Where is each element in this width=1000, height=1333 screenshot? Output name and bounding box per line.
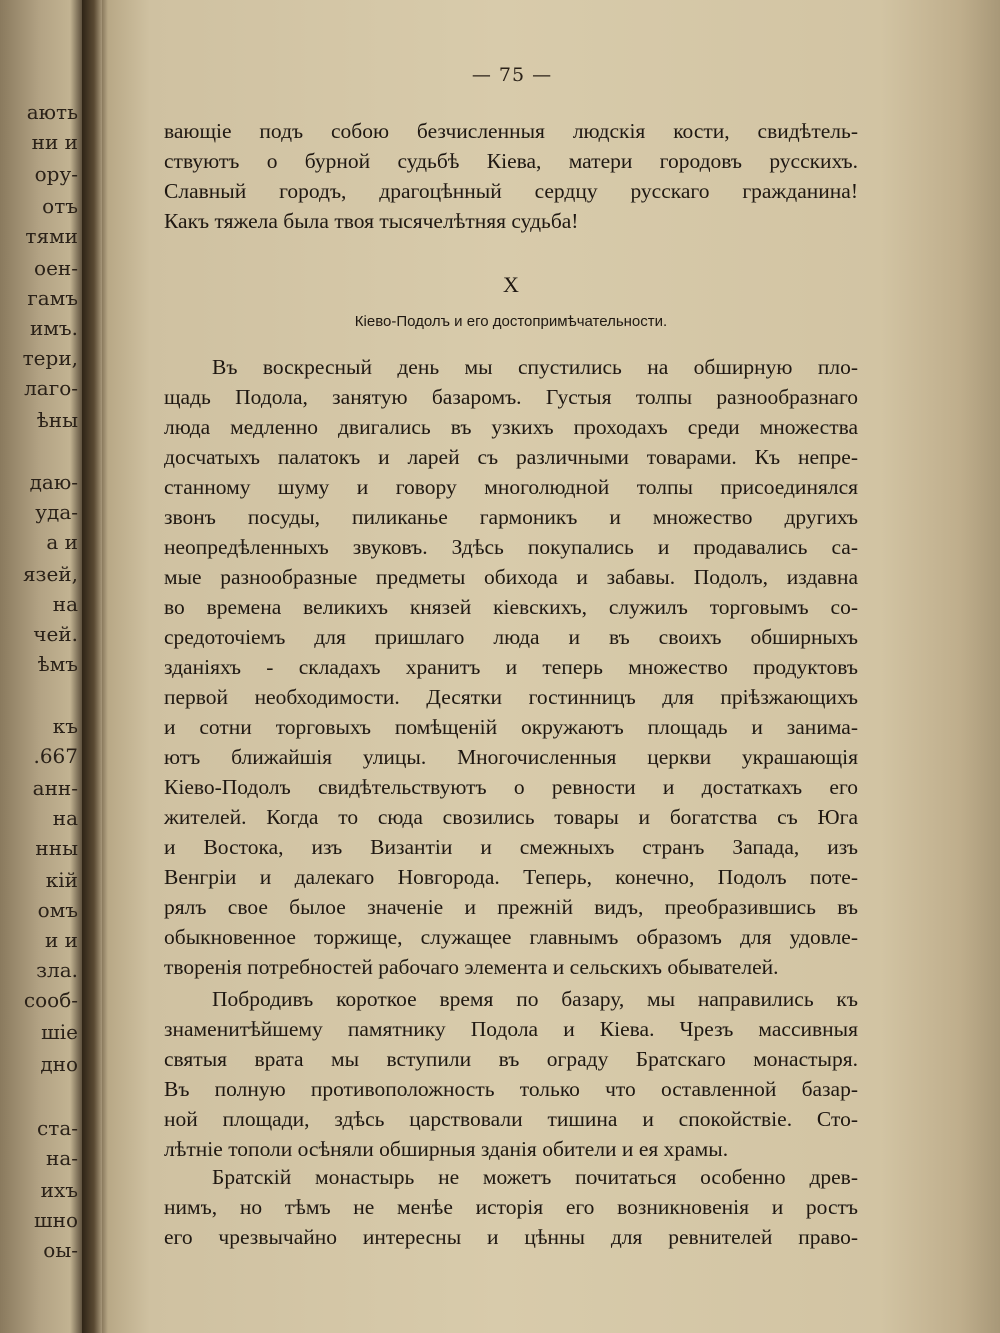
left-page-fragment: анн- [32,776,78,800]
left-page-edge [0,0,84,1333]
text-line: ной площади, здѣсь царствовали тишина и спокойствіе. Сто- [164,1107,858,1131]
left-page-fragment: ста- [37,1116,78,1140]
left-page-fragment: шіе [41,1020,78,1044]
left-page-fragment: отъ [42,194,78,218]
text-line: его чрезвычайно интересны и цѣнны для ревнителей право- [164,1225,858,1249]
text-line: щадь Подола, занятую базаромъ. Густыя толпы разнообразнаго [164,385,858,409]
text-line: досчатыхъ палатокъ и ларей съ различными товарами. Къ непре- [164,445,858,469]
text-line: Венгріи и далекаго Новгорода. Теперь, конечно, Подолъ поте- [164,865,858,889]
text-line: вающіе подъ собою безчисленныя людскія кости, свидѣтель- [164,119,858,143]
text-line: Кіево-Подолъ свидѣтельствуютъ о ревности и достаткахъ его [164,775,858,799]
left-page-fragment: даю- [29,470,78,494]
text-line: неопредѣленныхъ звуковъ. Здѣсь покупались и продавались са- [164,535,858,559]
left-page-fragment: шно [34,1208,78,1232]
left-page-fragment: сооб- [23,988,78,1012]
left-page-fragment: на [52,592,78,616]
text-line: обыкновенное торжище, служащее главнымъ образомъ для удовле- [164,925,858,949]
text-line: Братскій монастырь не можетъ почитаться особенно древ- [212,1165,858,1189]
left-page-fragment: а и [46,530,78,554]
text-line: Въ воскресный день мы спустились на обширную пло- [212,355,858,379]
text-line: Какъ тяжела была твоя тысячелѣтняя судьба! [164,209,579,233]
left-page-fragment: .667 [33,744,78,768]
paragraph-2 [164,984,858,1164]
left-page-fragment: гамъ [27,286,78,310]
text-line: святыя врата мы вступили въ ограду Братскаго монастыря. [164,1047,858,1071]
chapter-number: X [503,272,519,297]
chapter-title: Кіево-Подолъ и его достопримѣчательности. [354,313,668,330]
text-line: первой необходимости. Десятки гостинницъ для пріѣзжающихъ [164,685,858,709]
text-line: рялъ свое былое значеніе и прежній видъ, преобразившись въ [164,895,858,919]
right-page [102,0,1000,1333]
left-page-fragment: на [52,806,78,830]
left-page-fragment: ни и [31,130,78,154]
text-line: лѣтніе тополи осѣняли обширныя зданія обители и ея храмы. [164,1137,729,1161]
page-number: — 75 — [471,64,553,86]
text-line: зданіяхъ - складахъ хранитъ и теперь множество продуктовъ [164,655,858,679]
left-page-fragment: нны [35,836,78,860]
text-line: и сотни торговыхъ помѣщеній окружаютъ площадь и занима- [164,715,858,739]
left-page-fragment: дно [40,1052,78,1076]
left-page-fragment: оен- [34,256,78,280]
text-line: Побродивъ короткое время по базару, мы направились къ [212,987,858,1011]
left-page-fragment: ѣны [36,408,78,432]
left-page-fragment: на- [45,1146,78,1170]
left-page-fragment: тями [25,224,78,248]
left-page-fragment: ають [26,100,78,124]
left-page-fragment: омъ [37,898,78,922]
text-line: жителей. Когда то сюда свозились товары и богатства съ Юга [164,805,858,829]
left-page-fragment: уда- [35,500,78,524]
left-page-fragment: ихъ [40,1178,78,1202]
left-page-fragment: язей, [22,562,78,586]
left-page-fragment: лаго- [24,376,78,400]
text-line: ютъ ближайшія улицы. Многочисленныя церкви украшающія [164,745,858,769]
text-line: творенія потребностей рабочаго элемента и сельскихъ обывателей. [164,955,779,979]
text-line: и Востока, изъ Византіи и смежныхъ странъ Запада, изъ [164,835,858,859]
text-line: ствуютъ о бурной судьбѣ Кіева, матери городовъ русскихъ. [164,149,858,173]
text-line: станному шуму и говору многолюдной толпы присоединялся [164,475,858,499]
book-gutter [82,0,102,1333]
text-line: знаменитѣйшему памятнику Подола и Кіева. Чрезъ массивныя [164,1017,858,1041]
text-line: во времена великихъ князей кіевскихъ, служилъ торговымъ со- [164,595,858,619]
paragraph-3 [164,1162,858,1252]
text-line: мые разнообразные предметы обихода и забавы. Подолъ, издавна [164,565,858,589]
left-page-fragment: чей. [33,622,78,646]
left-page-fragment: ѣмъ [37,652,78,676]
left-page-fragment: ору- [34,162,78,186]
left-page-fragment: кій [45,868,78,892]
left-page-fragment: и и [44,928,78,952]
text-line: Въ полную противоположность только что оставленной базар- [164,1077,858,1101]
left-page-fragment: имъ. [30,316,78,340]
left-page-fragment: оы- [43,1238,78,1262]
left-page-fragment: тери, [22,346,78,370]
text-line: Славный городъ, драгоцѣнный сердцу русскаго гражданина! [164,179,858,203]
text-line: звонъ посуды, пиликанье гармоникъ и множество другихъ [164,505,858,529]
text-line: люда медленно двигались въ узкихъ проходахъ среди множества [164,415,858,439]
left-page-fragment: къ [52,714,78,738]
opening-paragraph [164,116,858,236]
text-line: нимъ, но тѣмъ не менѣе исторія его возникновенія и ростъ [164,1195,858,1219]
paragraph-1 [164,352,858,982]
text-line: средоточіемъ для пришлаго люда и въ своихъ обширныхъ [164,625,858,649]
left-page-fragment: зла. [36,958,78,982]
